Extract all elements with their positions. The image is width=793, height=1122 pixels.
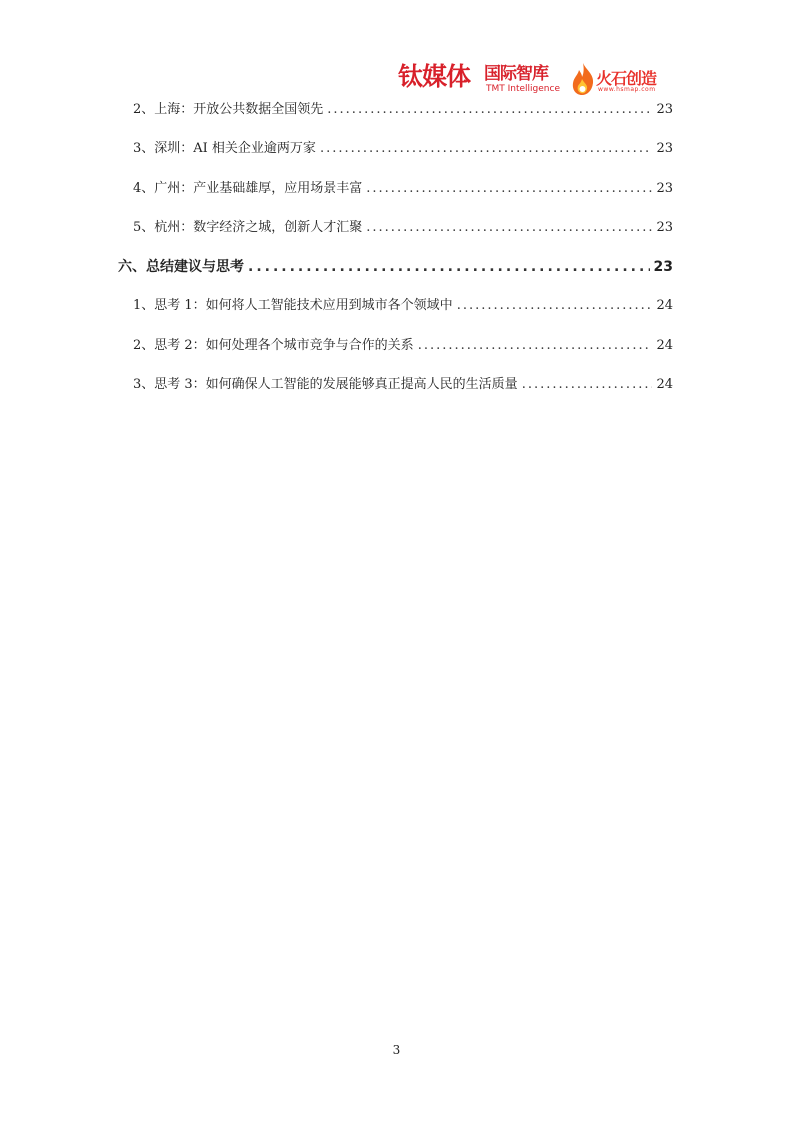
toc-entry[interactable] [118,218,673,257]
toc-entry-page: 24 [656,377,673,393]
toc-entry-label: 2、思考 2：如何处理各个城市竞争与合作的关系 [133,337,414,353]
intelligence-logo-cn: 国际智库 [484,64,548,84]
flame-icon [570,62,596,96]
toc-section-page: 23 [653,259,673,276]
tmt-intelligence-logo [484,64,560,94]
hsmap-logo-cn: 火石创造 [596,69,657,88]
toc-entry-page: 23 [656,102,673,117]
toc-entry[interactable] [118,139,673,178]
page-header [398,62,688,102]
table-of-contents [118,100,673,414]
toc-entry-label: 3、思考 3：如何确保人工智能的发展能够真正提高人民的生活质量 [133,377,518,393]
toc-entry-label: 4、广州：产业基础雄厚，应用场景丰富 [133,180,363,196]
toc-entry-label: 2、上海：开放公共数据全国领先 [133,102,324,117]
toc-entry-page: 24 [656,337,673,353]
toc-leader-dots [418,336,653,356]
toc-leader-dots [366,218,652,238]
toc-entry[interactable] [118,375,673,414]
toc-entry-page: 23 [656,219,673,235]
toc-entry[interactable] [118,336,673,375]
intelligence-logo-en: TMT Intelligence [486,84,560,94]
hsmap-logo [570,62,670,102]
toc-leader-dots [457,296,653,316]
toc-entry-page: 24 [656,298,673,314]
toc-leader-dots [248,257,650,277]
toc-entry-page: 23 [656,141,673,157]
toc-entry-label: 1、思考 1：如何将人工智能技术应用到城市各个领域中 [133,298,453,314]
toc-leader-dots [366,179,652,199]
toc-entry-label: 5、杭州：数字经济之城，创新人才汇聚 [133,219,363,235]
hsmap-logo-en: www.hsmap.com [598,86,656,93]
toc-entry[interactable] [118,100,673,139]
toc-entry-page: 23 [656,180,673,196]
toc-section-entry[interactable] [118,257,673,296]
toc-leader-dots [327,100,652,120]
toc-entry[interactable] [118,296,673,335]
page-number: 3 [392,1043,401,1057]
tmt-logo: 钛媒体 [398,62,471,91]
toc-entry-label: 3、深圳：AI 相关企业逾两万家 [133,141,316,157]
toc-leader-dots [320,139,653,159]
toc-entry[interactable] [118,179,673,218]
toc-leader-dots [522,375,653,395]
toc-section-label: 六、总结建议与思考 [118,259,244,276]
